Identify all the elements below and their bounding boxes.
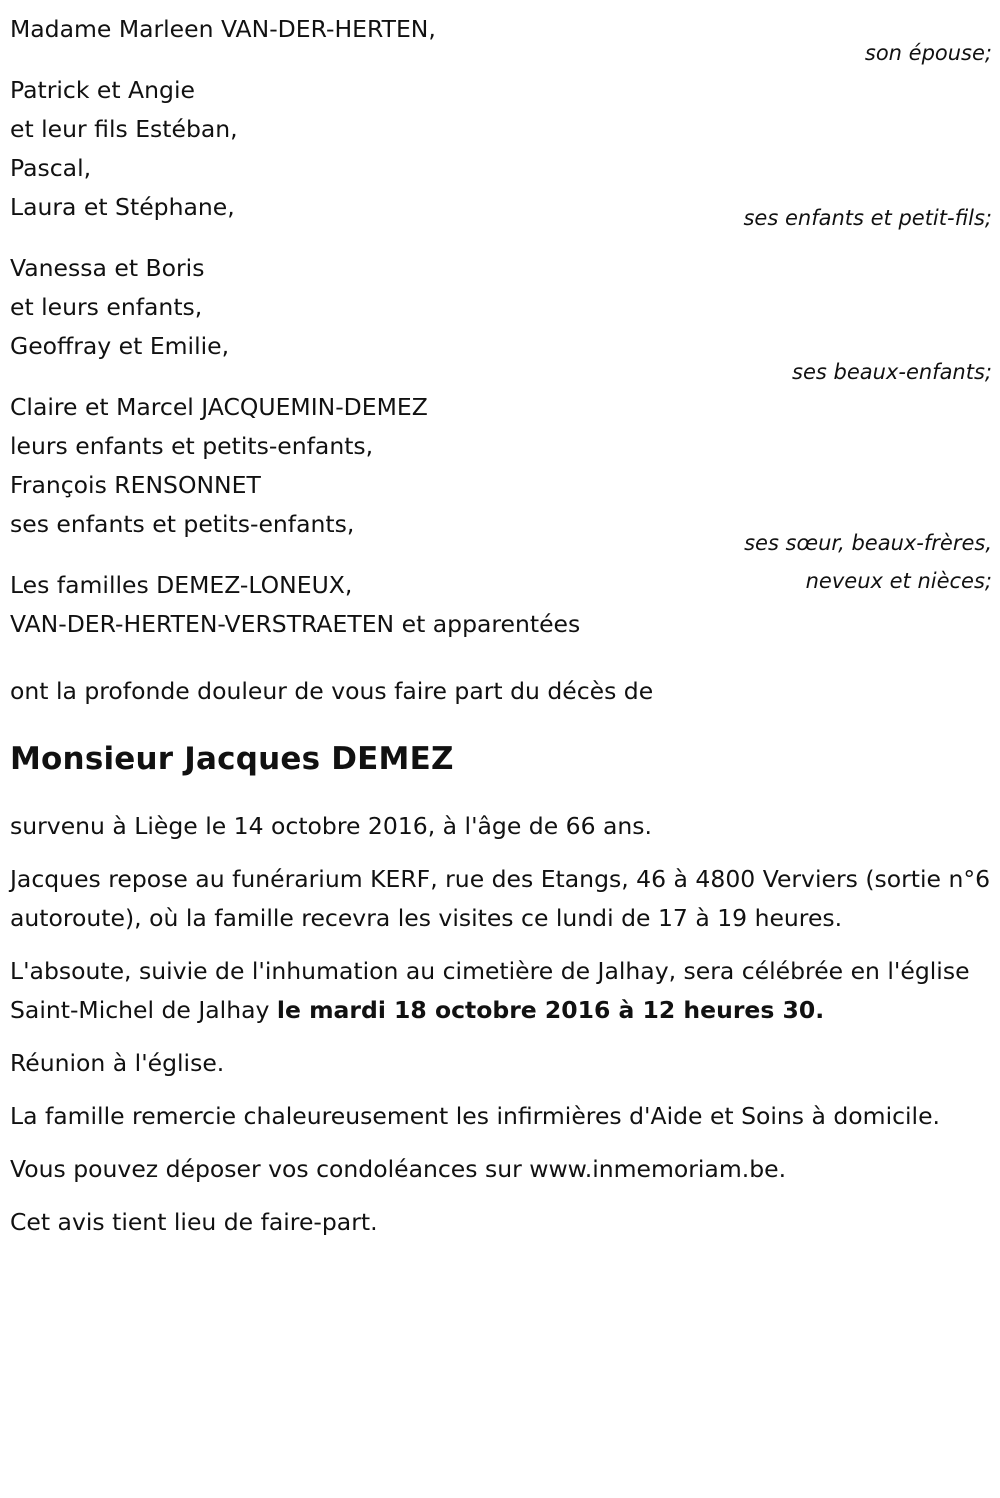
paragraph-gathering: Réunion à l'église. <box>10 1049 225 1077</box>
family-group-spouse <box>10 10 992 65</box>
family-group-families <box>10 566 992 644</box>
name-line: Pascal, <box>10 154 92 182</box>
ceremony-text-before: L'absoute, suivie de l'inhumation au cimetière de Jalhay, sera célébrée en l'église Saint-Michel de Jalhay <box>10 957 970 1024</box>
name-line: et leurs enfants, <box>10 293 203 321</box>
name-line: ses enfants et petits-enfants, <box>10 510 355 538</box>
notice-body <box>10 10 992 1256</box>
paragraph-notice-statement: Cet avis tient lieu de faire-part. <box>10 1208 378 1236</box>
deceased-name: Monsieur Jacques DEMEZ <box>10 741 454 777</box>
paragraph-condolences: Vous pouvez déposer vos condoléances sur www.inmemoriam.be. <box>10 1155 787 1183</box>
paragraph-funeral-home: Jacques repose au funérarium KERF, rue des Etangs, 46 à 4800 Verviers (sortie n°6 autoroute), où la famille recevra les visites ce lundi de 17 à 19 heures. <box>10 865 991 932</box>
family-names <box>10 566 619 644</box>
name-line: Geoffray et Emilie, <box>10 332 230 360</box>
name-line: et leur fils Estéban, <box>10 115 238 143</box>
relation-label-siblings: ses sœur, beaux-frères, neveux et nièces; <box>744 531 992 593</box>
name-line: Patrick et Angie <box>10 76 195 104</box>
paragraph-thanks: La famille remercie chaleureusement les infirmières d'Aide et Soins à domicile. <box>10 1102 941 1130</box>
family-group-children <box>10 71 992 230</box>
name-line: Vanessa et Boris <box>10 254 205 282</box>
family-names <box>10 388 619 544</box>
relation-label-spouse: son épouse; <box>864 41 992 65</box>
name-line: Claire et Marcel JACQUEMIN-DEMEZ <box>10 393 428 421</box>
announcement-intro: ont la profonde douleur de vous faire part du décès de <box>10 677 654 705</box>
name-line: Les familles DEMEZ-LONEUX, <box>10 571 353 599</box>
paragraph-death-details: survenu à Liège le 14 octobre 2016, à l'âge de 66 ans. <box>10 812 653 840</box>
family-group-step-children <box>10 249 992 384</box>
family-names <box>10 71 619 227</box>
name-line: Laura et Stéphane, <box>10 193 235 221</box>
relation-label-step-children: ses beaux-enfants; <box>792 360 992 384</box>
family-names <box>10 249 619 366</box>
name-line: François RENSONNET <box>10 471 261 499</box>
name-line: VAN-DER-HERTEN-VERSTRAETEN et apparentées <box>10 610 581 638</box>
name-line: Madame Marleen VAN-DER-HERTEN, <box>10 15 436 43</box>
ceremony-datetime: le mardi 18 octobre 2016 à 12 heures 30. <box>276 996 825 1024</box>
paragraph-ceremony <box>10 952 992 1030</box>
relation-label-children: ses enfants et petit-fils; <box>743 206 992 230</box>
name-line: leurs enfants et petits-enfants, <box>10 432 374 460</box>
family-names <box>10 10 619 49</box>
